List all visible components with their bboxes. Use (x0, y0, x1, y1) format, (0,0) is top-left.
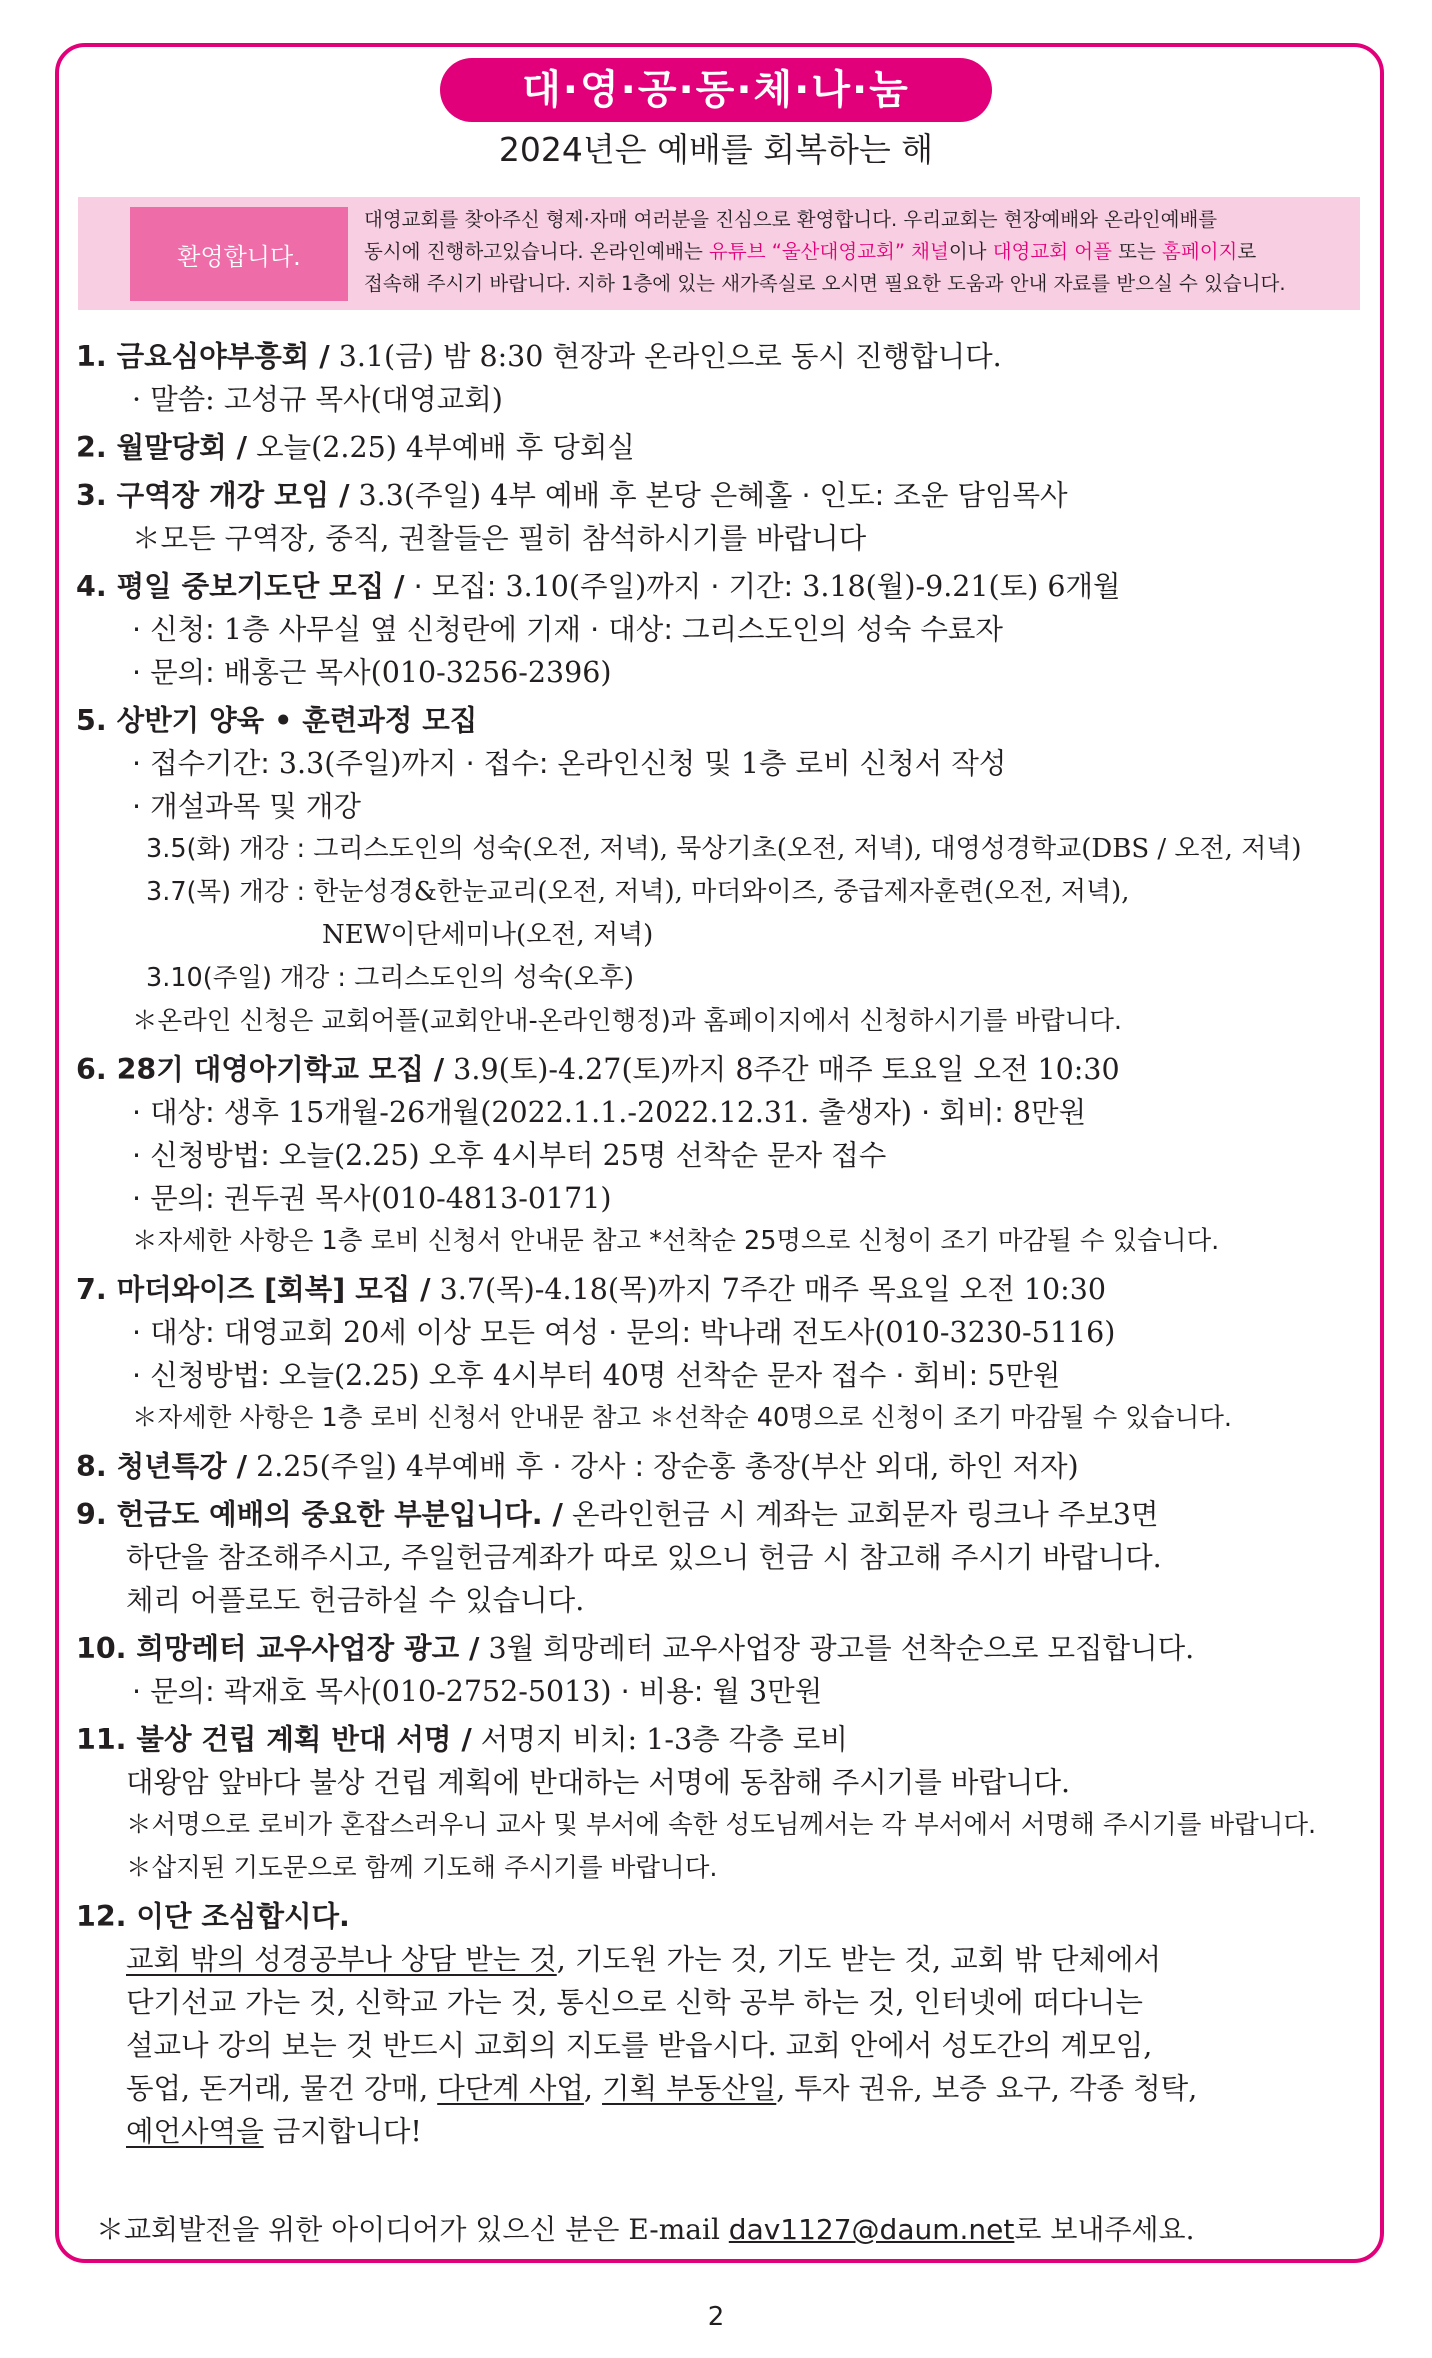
item-5-note: ＊온라인 신청은 교회어플(교회안내-온라인행정)과 홈페이지에서 신청하시기를 바랍니다. (132, 1006, 1123, 1036)
item-6-heading: 6. 28기 대영아기학교 모집 / (76, 1053, 445, 1086)
page-number: 2 (707, 2302, 725, 2332)
item-9-heading: 9. 헌금도 예배의 중요한 부분입니다. / (76, 1498, 563, 1531)
item-11-note-1: ＊서명으로 로비가 혼잡스러우니 교사 및 부서에 속한 성도님께서는 각 부서에서 서명해 주시기를 바랍니다. (126, 1810, 1317, 1840)
item-5-detail-2: · 개설과목 및 개강 (132, 790, 361, 823)
item-9: 9. 헌금도 예배의 중요한 부분입니다. / 온라인헌금 시 계좌는 교회문자 링크나 주보3면 (76, 1498, 1159, 1531)
item-1-detail: · 말씀: 고성규 목사(대영교회) (132, 383, 503, 416)
item-4-detail-1: · 신청: 1층 사무실 옆 신청란에 기재 · 대상: 그리스도인의 성숙 수료자 (132, 613, 1003, 646)
item-5 (76, 699, 1366, 742)
item-4: 4. 평일 중보기도단 모집 / · 모집: 3.10(주일)까지 · 기간: 3.18(월)-9.21(토) 6개월 (76, 570, 1121, 603)
item-11-note-2: ＊삽지된 기도문으로 함께 기도해 주시기를 바랍니다. (126, 1853, 718, 1883)
item-11-heading: 11. 불상 건립 계획 반대 서명 / (76, 1723, 472, 1756)
item-12-heading: 12. 이단 조심합시다. (76, 1900, 350, 1933)
item-5-course-4: 3.10(주일) 개강 : 그리스도인의 성숙(오후) (146, 963, 634, 993)
item-7-detail-1: · 대상: 대영교회 20세 이상 모든 여성 · 문의: 박나래 전도사(010-3230-5116) (132, 1316, 1116, 1349)
welcome-label: 환영합니다. (130, 207, 348, 301)
item-6: 6. 28기 대영아기학교 모집 / 3.9(토)-4.27(토)까지 8주간 매주 토요일 오전 10:30 (76, 1053, 1120, 1086)
item-1: 1. 금요심야부흥회 / 3.1(금) 밤 8:30 현장과 온라인으로 동시 진행합니다. (76, 340, 1002, 373)
item-12-detail-1: 교회 밖의 성경공부나 상담 받는 것, 기도원 가는 것, 기도 받는 것, 교회 밖 단체에서 (126, 1943, 1162, 1976)
email-link[interactable]: dav1127@daum.net (728, 2213, 1015, 2246)
item-12-detail-4: 동업, 돈거래, 물건 강매, 다단계 사업, 기획 부동산일, 투자 권유, 보증 요구, 각종 청탁, (126, 2072, 1198, 2105)
item-5-heading: 5. 상반기 양육 • 훈련과정 모집 (76, 704, 478, 737)
item-10-heading: 10. 희망레터 교우사업장 광고 / (76, 1632, 480, 1665)
item-6-detail-3: · 문의: 권두권 목사(010-4813-0171) (132, 1182, 612, 1215)
item-4-detail-2: · 문의: 배홍근 목사(010-3256-2396) (132, 656, 612, 689)
item-6-detail-1: · 대상: 생후 15개월-26개월(2022.1.1.-2022.12.31. 출생자) · 회비: 8만원 (132, 1096, 1087, 1129)
item-12-detail-3: 설교나 강의 보는 것 반드시 교회의 지도를 받읍시다. 교회 안에서 성도간의 계모임, (126, 2029, 1153, 2062)
item-8: 8. 청년특강 / 2.25(주일) 4부예배 후 · 강사 : 장순홍 총장(부산 외대, 하인 저자) (76, 1450, 1079, 1483)
homepage-link[interactable]: 홈페이지 (1162, 240, 1238, 263)
footer-note: ＊교회발전을 위한 아이디어가 있으신 분은 E-mail dav1127@daum.net로 보내주세요. (96, 2213, 1195, 2246)
welcome-text (364, 204, 1354, 300)
item-9-detail-1: 하단을 참조해주시고, 주일헌금계좌가 따로 있으니 헌금 시 참고해 주시기 바랍니다. (126, 1541, 1162, 1574)
item-5-course-3: NEW이단세미나(오전, 저녁) (322, 920, 654, 950)
item-2: 2. 월말당회 / 오늘(2.25) 4부예배 후 당회실 (76, 431, 635, 464)
item-2-heading: 2. 월말당회 / (76, 431, 248, 464)
item-6-detail-2: · 신청방법: 오늘(2.25) 오후 4시부터 25명 선착순 문자 접수 (132, 1139, 887, 1172)
welcome-line-1: 대영교회를 찾아주신 형제·자매 여러분을 진심으로 환영합니다. 우리교회는 현장예배와 온라인예배를 (364, 208, 1218, 231)
church-app-link[interactable]: 대영교회 어플 (992, 240, 1112, 263)
item-10-detail: · 문의: 곽재호 목사(010-2752-5013) · 비용: 월 3만원 (132, 1675, 823, 1708)
item-7-note: ＊자세한 사항은 1층 로비 신청서 안내문 참고 ＊선착순 40명으로 신청이 조기 마감될 수 있습니다. (132, 1403, 1232, 1433)
item-5-course-1: 3.5(화) 개강 : 그리스도인의 성숙(오전, 저녁), 묵상기초(오전, 저녁), 대영성경학교(DBS / 오전, 저녁) (146, 834, 1302, 864)
item-3-detail: ＊모든 구역장, 중직, 권찰들은 필히 참석하시기를 바랍니다 (132, 522, 867, 555)
item-7-detail-2: · 신청방법: 오늘(2.25) 오후 4시부터 40명 선착순 문자 접수 · 회비: 5만원 (132, 1359, 1061, 1392)
page-subtitle: 2024년은 예배를 회복하는 해 (498, 130, 934, 169)
item-12 (76, 1895, 1366, 1938)
item-11-detail: 대왕암 앞바다 불상 건립 계획에 반대하는 서명에 동참해 주시기를 바랍니다. (126, 1766, 1071, 1799)
welcome-box (78, 197, 1360, 310)
item-5-course-2: 3.7(목) 개강 : 한눈성경&한눈교리(오전, 저녁), 마더와이즈, 중급제자훈련(오전, 저녁), (146, 877, 1130, 907)
item-5-detail-1: · 접수기간: 3.3(주일)까지 · 접수: 온라인신청 및 1층 로비 신청서 작성 (132, 747, 1007, 780)
item-3: 3. 구역장 개강 모임 / 3.3(주일) 4부 예배 후 본당 은혜홀 · 인도: 조운 담임목사 (76, 479, 1068, 512)
welcome-line-2: 동시에 진행하고있습니다. 온라인예배는 유튜브 “울산대영교회” 채널이나 대영교회 어플 또는 홈페이지로 (364, 240, 1257, 263)
item-11: 11. 불상 건립 계획 반대 서명 / 서명지 비치: 1-3층 각층 로비 (76, 1723, 848, 1756)
item-8-heading: 8. 청년특강 / (76, 1450, 248, 1483)
item-1-heading: 1. 금요심야부흥회 / (76, 340, 330, 373)
item-3-heading: 3. 구역장 개강 모임 / (76, 479, 350, 512)
item-6-note: ＊자세한 사항은 1층 로비 신청서 안내문 참고 *선착순 25명으로 신청이 조기 마감될 수 있습니다. (132, 1226, 1220, 1256)
item-9-detail-2: 체리 어플로도 헌금하실 수 있습니다. (126, 1584, 585, 1617)
item-10: 10. 희망레터 교우사업장 광고 / 3월 희망레터 교우사업장 광고를 선착순으로 모집합니다. (76, 1632, 1195, 1665)
item-12-detail-2: 단기선교 가는 것, 신학교 가는 것, 통신으로 신학 공부 하는 것, 인터넷에 떠다니는 (126, 1986, 1143, 2019)
item-7: 7. 마더와이즈 [회복] 모집 / 3.7(목)-4.18(목)까지 7주간 매주 목요일 오전 10:30 (76, 1273, 1107, 1306)
item-7-heading: 7. 마더와이즈 [회복] 모집 / (76, 1273, 431, 1306)
item-4-heading: 4. 평일 중보기도단 모집 / (76, 570, 405, 603)
page-title: 대·영·공·동·체·나·눔 (440, 58, 992, 122)
welcome-line-3: 접속해 주시기 바랍니다. 지하 1층에 있는 새가족실로 오시면 필요한 도움과 안내 자료를 받으실 수 있습니다. (364, 272, 1286, 295)
announcement-list (76, 335, 1366, 2153)
youtube-channel-link[interactable]: 유튜브 “울산대영교회” 채널 (709, 240, 949, 263)
item-12-detail-5: 예언사역을 금지합니다! (126, 2115, 422, 2148)
